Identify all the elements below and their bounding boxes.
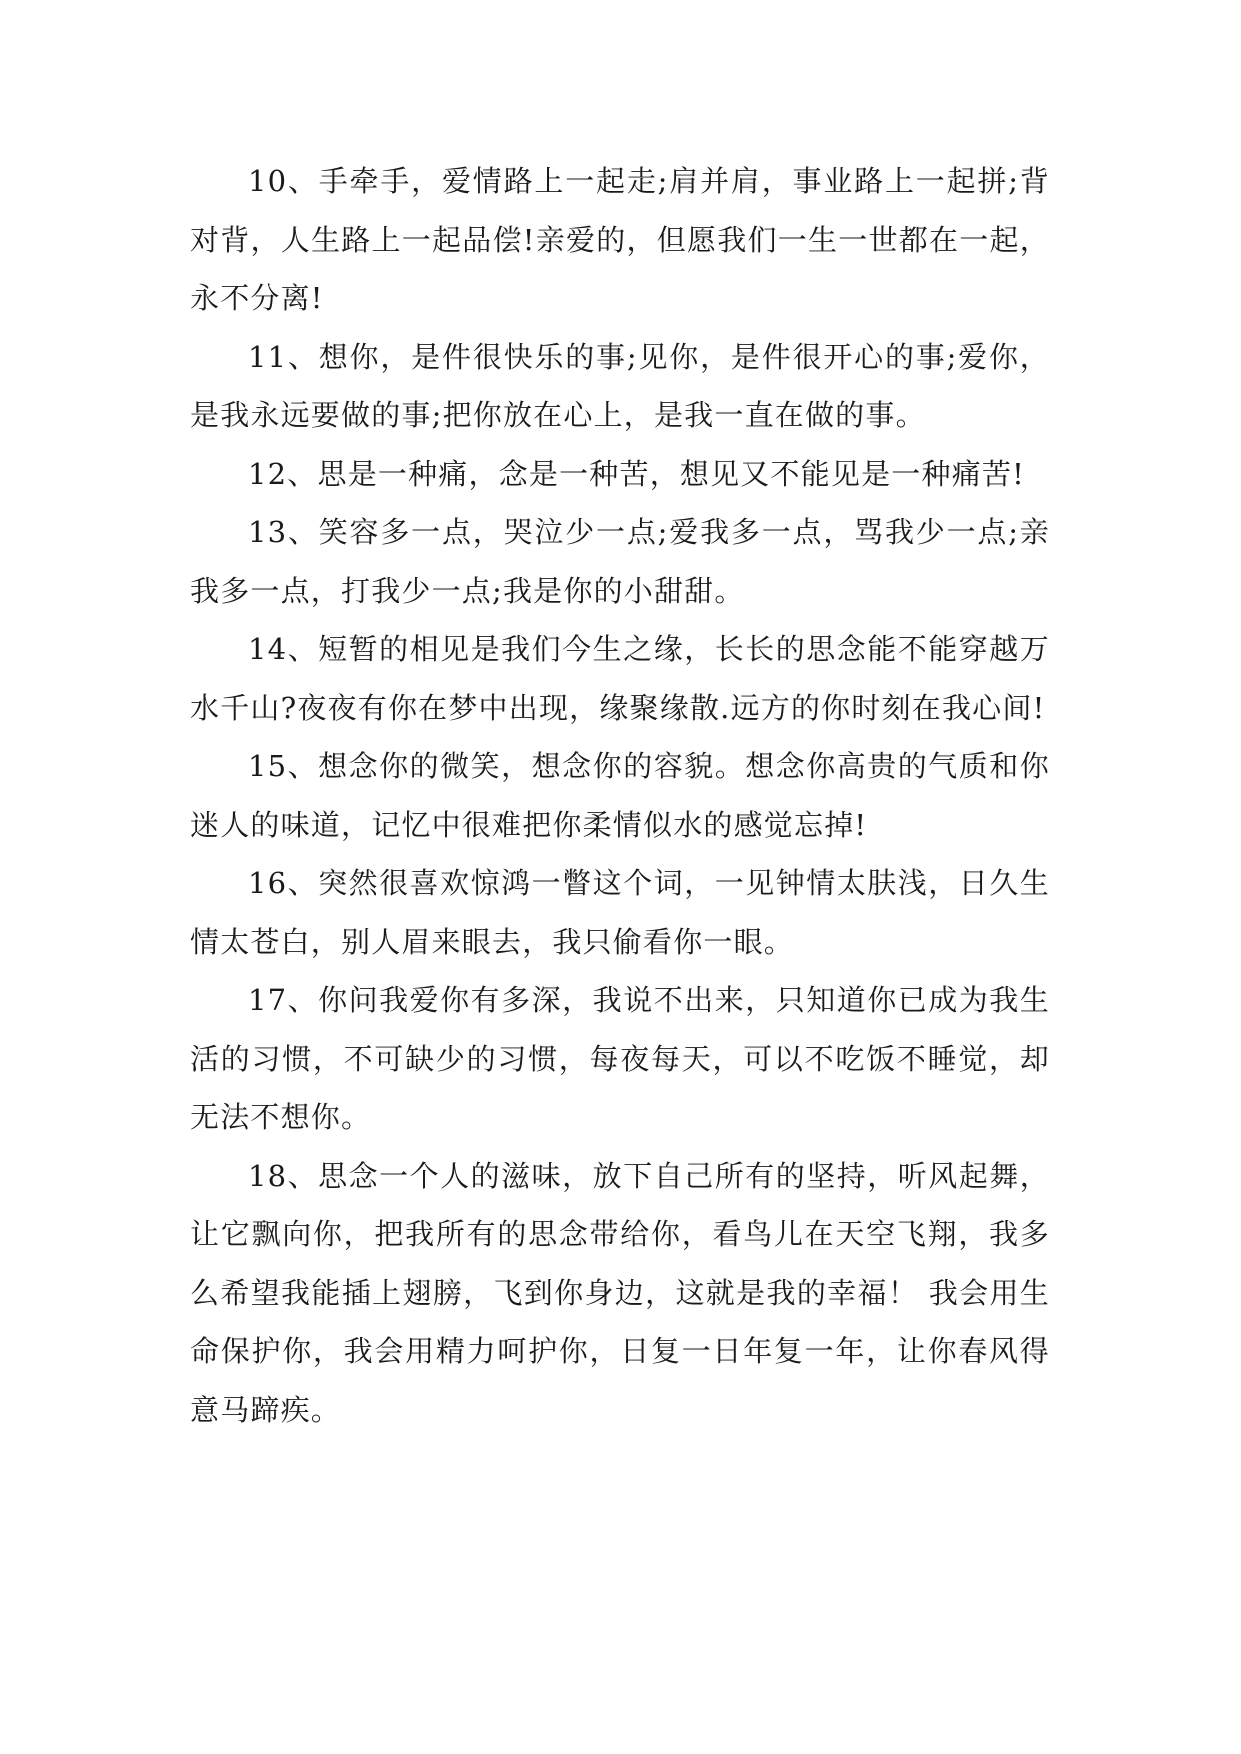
paragraph-16: 16、突然很喜欢惊鸿一瞥这个词，一见钟情太肤浅，日久生情太苍白，别人眉来眼去，我只偷看你一眼。 [190,866,1050,959]
document-body [190,152,1050,1439]
paragraph-12: 12、思是一种痛，念是一种苦，想见又不能见是一种痛苦! [248,456,1025,491]
paragraph-15: 15、想念你的微笑，想念你的容貌。想念你高贵的气质和你迷人的味道，记忆中很难把你柔情似水的感觉忘掉! [190,749,1050,842]
paragraph-18: 18、思念一个人的滋味，放下自己所有的坚持，听风起舞，让它飘向你，把我所有的思念带给你，看鸟儿在天空飞翔，我多么希望我能插上翅膀，飞到你身边，这就是我的幸福！ 我会用生命保护你，我会用精力呵护你，日复一日年复一年，让你春风得意马蹄疾。 [190,1158,1050,1427]
paragraph-14: 14、短暂的相见是我们今生之缘，长长的思念能不能穿越万水千山?夜夜有你在梦中出现，缘聚缘散.远方的你时刻在我心间! [190,632,1050,725]
paragraph-11: 11、想你，是件很快乐的事;见你，是件很开心的事;爱你，是我永远要做的事;把你放在心上，是我一直在做的事。 [190,339,1050,432]
paragraph-10: 10、手牵手，爱情路上一起走;肩并肩，事业路上一起拼;背对背，人生路上一起品偿!亲爱的，但愿我们一生一世都在一起，永不分离! [190,164,1050,315]
paragraph-13: 13、笑容多一点，哭泣少一点;爱我多一点，骂我少一点;亲我多一点，打我少一点;我是你的小甜甜。 [190,515,1050,608]
paragraph-17: 17、你问我爱你有多深，我说不出来，只知道你已成为我生活的习惯，不可缺少的习惯，每夜每天，可以不吃饭不睡觉，却无法不想你。 [190,983,1050,1134]
